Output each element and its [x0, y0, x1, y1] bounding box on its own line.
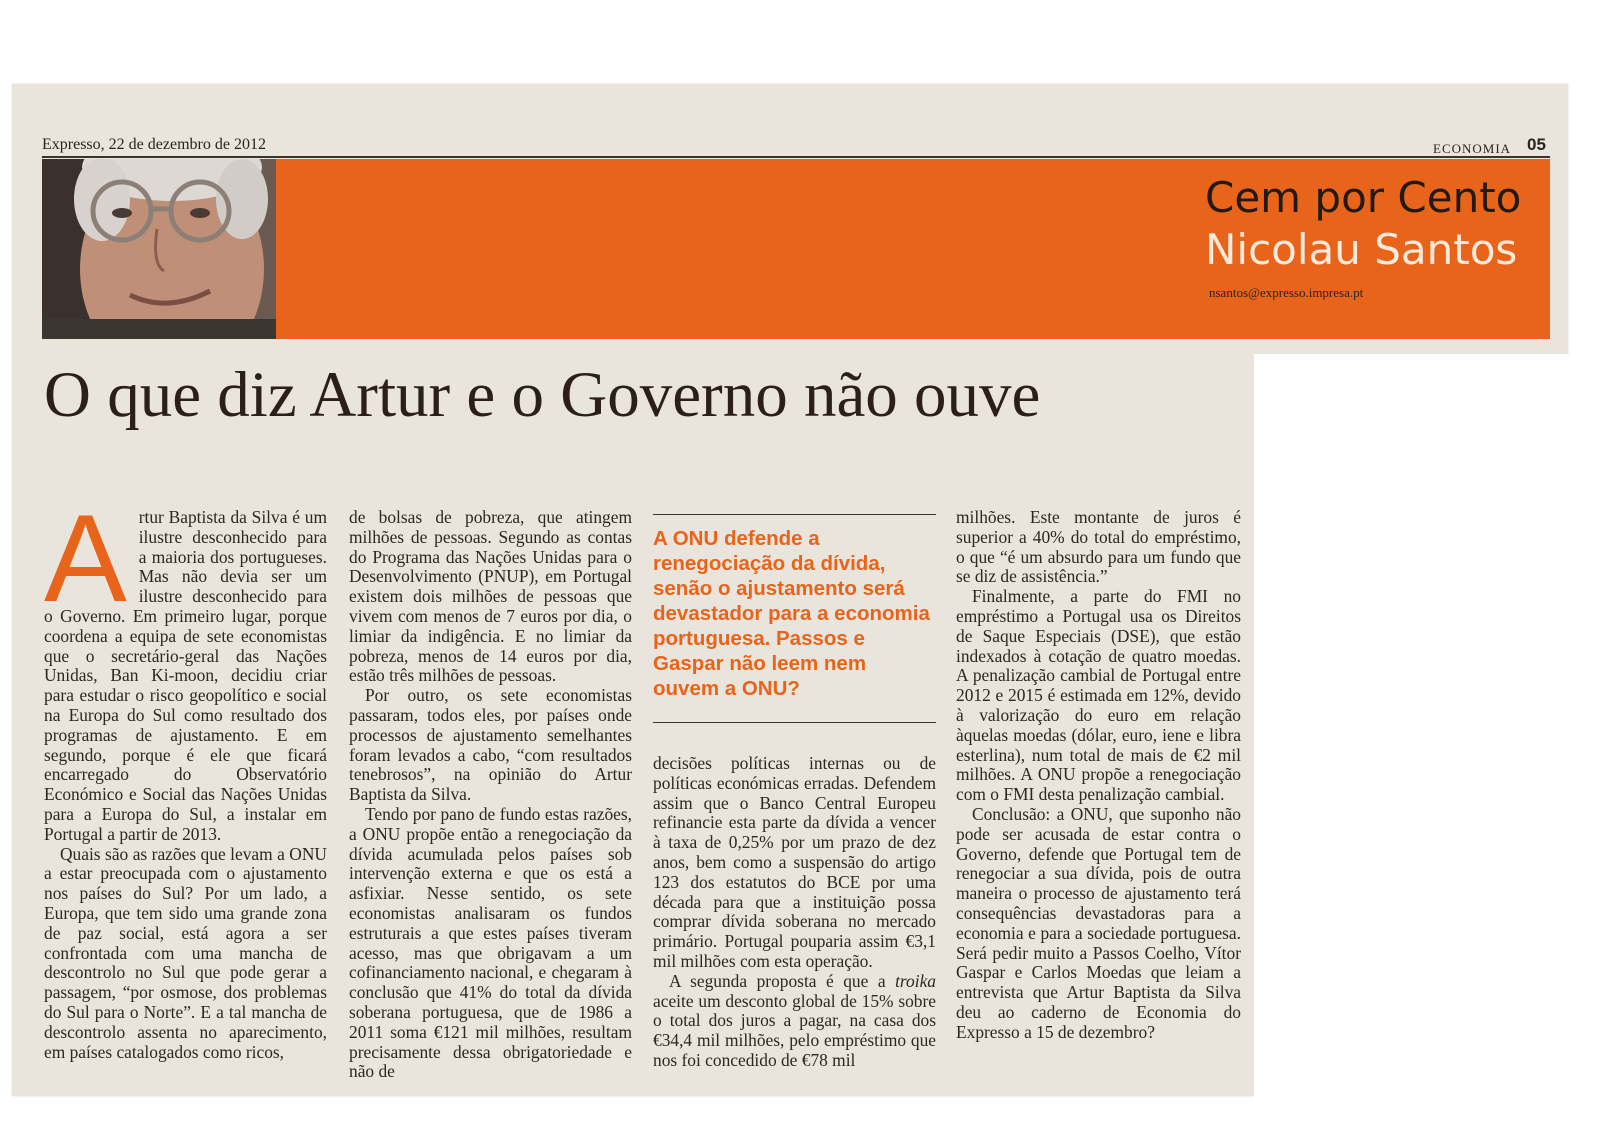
- paragraph: Finalmente, a parte do FMI no empréstimo a Portugal usa os Direitos de Saque Especiais (DSE), que estão indexados à cotação de quatro moedas. A penalização cambial de Portugal entre 2012 e 2015 é estimada em 12%, devido à valorização do euro em relação àquelas moedas (dólar, euro, iene e libra esterlina), num total de mais de €2 mil milhões. A ONU propõe a renegociação com o FMI desta penalização cambial.: [956, 586, 1241, 805]
- header-rule: [42, 156, 1550, 158]
- paragraph: Tendo por pano de fundo estas razões, a ONU propõe então a renegociação da dívida acumulada pelos países sob intervenção externa e que os está a asfixiar. Nesse sentido, os sete economistas analisaram os fundos estruturais a que estes países tiveram acesso, mas que obrigavam a um cofinanciamento nacional, e chegaram à conclusão que 41% do total da dívida soberana portuguesa, que de 1986 a 2011 soma €121 mil milhões, resultam precisamente dessa obrigatoriedade e não de: [349, 803, 632, 1082]
- paragraph: milhões. Este montante de juros é superior a 40% do total do empréstimo, o que “é um absurdo para um fundo que se diz de assistência.”: [956, 507, 1241, 587]
- italic-term: troika: [895, 970, 936, 991]
- column-title: Cem por Cento: [1205, 173, 1522, 222]
- paragraph: [653, 972, 936, 1071]
- pullquote-bottom-rule: [653, 722, 936, 723]
- pullquote: A ONU defende a renegociação da dívida, senão o ajustamento será devastador para a economia portuguesa. Passos e Gaspar não leem nem ouvem a ONU?: [653, 527, 930, 700]
- author-portrait: [42, 159, 276, 339]
- section-name: ECONOMIA: [1433, 141, 1512, 156]
- article-column-1: [44, 490, 327, 1062]
- cut-edge: [1254, 354, 1600, 1121]
- paragraph: Quais são as razões que levam a ONU a estar preocupada com o ajustamento nos países do Sul? Por um lado, a Europa, que tem sido uma grande zona de paz social, está agora a ser confrontada com uma mancha de descontrolo no Sul que pode gerar a passagem, “por osmose, dos problemas do Sul para o Norte”. E a tal mancha de descontrolo assenta no aparecimento, em países catalogados como ricos,: [44, 843, 327, 1062]
- paragraph: Conclusão: a ONU, que suponho não pode ser acusada de estar contra o Governo, defende que Portugal tem de renegociar a sua dívida, pois de outra maneira o processo de ajustamento terá consequências devastadoras para a economia e para a sociedade portuguesa. Será pedir muito a Passos Coelho, Vítor Gaspar e Carlos Moedas que leiam a entrevista que Artur Baptista da Silva deu ao caderno de Economia do Expresso a 15 de dezembro?: [956, 803, 1241, 1042]
- paragraph-part: A segunda proposta é que a: [669, 970, 896, 991]
- article-column-3: [653, 754, 936, 1071]
- paragraph: de bolsas de pobreza, que atingem milhões de pessoas. Segundo as contas do Programa das Nações Unidas para o Desenvolvimento (PNUP), em Portugal existem dois milhões de pessoas que vivem com menos de 7 euros por dia, o limiar da indigência. E no limiar da pobreza, menos de 14 euros por dia, estão três milhões de pessoas.: [349, 507, 632, 686]
- page-number: 05: [1527, 135, 1546, 154]
- author-email: nsantos@expresso.impresa.pt: [1209, 285, 1364, 300]
- paragraph: Por outro, os sete economistas passaram, todos eles, por países onde processos de ajustamento semelhantes foram levados a cabo, “com resultados tenebrosos”, na opinião do Artur Baptista da Silva.: [349, 685, 632, 805]
- paragraph: rtur Baptista da Silva é um ilustre desconhecido para a maioria dos portugueses. Mas não devia ser um ilustre desconhecido para o Governo. Em primeiro lugar, porque coordena a equipa de sete economistas que o secretário-geral das Nações Unidas, Ban Ki-moon, decidiu criar para estudar o risco geopolítico e social na Europa do Sul como resultado dos programas de ajustamento. E em segundo, porque é ele que ficará encarregado do Observatório Económico e Social das Nações Unidas para a Europa do Sul, a instalar em Portugal a partir de 2013.: [44, 507, 327, 844]
- pullquote-top-rule: [653, 514, 936, 515]
- publication-date: Expresso, 22 de dezembro de 2012: [42, 136, 266, 153]
- paragraph: decisões políticas internas ou de políticas económicas erradas. Defendem assim que o Banco Central Europeu refinancie esta parte da dívida a vencer à taxa de 0,25% por um prazo de dez anos, bem como a suspensão do artigo 123 dos estatutos do BCE por uma década para que a instituição possa comprar dívida soberana no mercado primário. Portugal pouparia assim €3,1 mil milhões com esta operação.: [653, 753, 936, 971]
- drop-cap: A: [44, 490, 127, 628]
- paragraph-part: aceite um desconto global de 15% sobre o total dos juros a pagar, na casa dos €34,4 mil milhões, pelo empréstimo que nos foi concedido de €78 mil: [653, 990, 936, 1070]
- author-name: Nicolau Santos: [1205, 225, 1518, 274]
- article-column-4: [956, 508, 1241, 1043]
- article-column-2: [349, 508, 632, 1082]
- article-headline: O que diz Artur e o Governo não ouve: [44, 359, 1041, 431]
